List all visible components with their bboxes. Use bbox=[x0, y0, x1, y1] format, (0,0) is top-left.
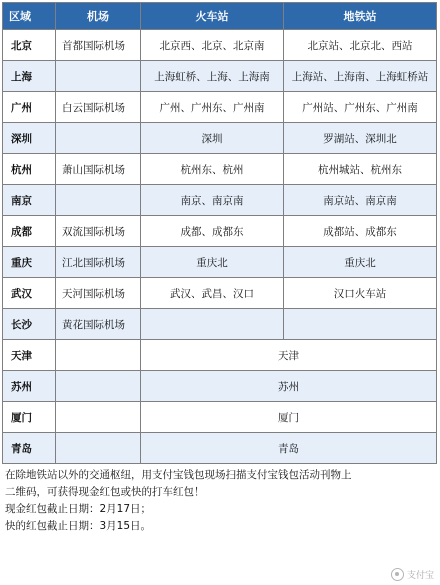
metro-station-cell: 广州站、广州东、广州南 bbox=[284, 92, 437, 123]
header-airport: 机场 bbox=[56, 3, 141, 30]
city-cell: 北京 bbox=[3, 30, 56, 61]
table-row bbox=[3, 340, 437, 371]
note-line: 快的红包截止日期：3月15日。 bbox=[5, 520, 152, 532]
metro-station-cell bbox=[284, 309, 437, 340]
airport-cell: 黄花国际机场 bbox=[56, 309, 141, 340]
table-row bbox=[3, 309, 437, 340]
city-cell: 深圳 bbox=[3, 123, 56, 154]
city-cell: 厦门 bbox=[3, 402, 56, 433]
table-row bbox=[3, 247, 437, 278]
metro-station-cell: 杭州城站、杭州东 bbox=[284, 154, 437, 185]
city-cell: 武汉 bbox=[3, 278, 56, 309]
metro-station-cell: 汉口火车站 bbox=[284, 278, 437, 309]
promo-note bbox=[2, 464, 437, 535]
train-station-cell: 厦门 bbox=[141, 402, 437, 433]
watermark bbox=[391, 568, 434, 581]
table-row bbox=[3, 433, 437, 464]
train-station-cell: 北京西、北京、北京南 bbox=[141, 30, 284, 61]
header-region: 区域 bbox=[3, 3, 56, 30]
airport-cell: 江北国际机场 bbox=[56, 247, 141, 278]
city-cell: 上海 bbox=[3, 61, 56, 92]
page bbox=[2, 2, 438, 535]
table-row bbox=[3, 61, 437, 92]
city-cell: 成都 bbox=[3, 216, 56, 247]
metro-station-cell: 上海站、上海南、上海虹桥站 bbox=[284, 61, 437, 92]
table-row bbox=[3, 402, 437, 433]
train-station-cell: 成都、成都东 bbox=[141, 216, 284, 247]
train-station-cell: 青岛 bbox=[141, 433, 437, 464]
transport-hub-table bbox=[2, 2, 437, 464]
city-cell: 重庆 bbox=[3, 247, 56, 278]
metro-station-cell: 北京站、北京北、西站 bbox=[284, 30, 437, 61]
airport-cell bbox=[56, 340, 141, 371]
city-cell: 广州 bbox=[3, 92, 56, 123]
note-line: 现金红包截止日期：2月17日； bbox=[5, 503, 152, 515]
train-station-cell: 天津 bbox=[141, 340, 437, 371]
table-row bbox=[3, 30, 437, 61]
airport-cell bbox=[56, 123, 141, 154]
train-station-cell: 广州、广州东、广州南 bbox=[141, 92, 284, 123]
table-row bbox=[3, 185, 437, 216]
airport-cell bbox=[56, 402, 141, 433]
table-header-row bbox=[3, 3, 437, 30]
wechat-icon bbox=[391, 568, 404, 581]
airport-cell: 首都国际机场 bbox=[56, 30, 141, 61]
airport-cell bbox=[56, 61, 141, 92]
airport-cell bbox=[56, 371, 141, 402]
train-station-cell bbox=[141, 309, 284, 340]
airport-cell: 天河国际机场 bbox=[56, 278, 141, 309]
city-cell: 青岛 bbox=[3, 433, 56, 464]
train-station-cell: 重庆北 bbox=[141, 247, 284, 278]
watermark-text: 支付宝 bbox=[406, 571, 434, 581]
train-station-cell: 深圳 bbox=[141, 123, 284, 154]
city-cell: 杭州 bbox=[3, 154, 56, 185]
city-cell: 苏州 bbox=[3, 371, 56, 402]
train-station-cell: 武汉、武昌、汉口 bbox=[141, 278, 284, 309]
table-row bbox=[3, 123, 437, 154]
metro-station-cell: 成都站、成都东 bbox=[284, 216, 437, 247]
metro-station-cell: 南京站、南京南 bbox=[284, 185, 437, 216]
airport-cell: 萧山国际机场 bbox=[56, 154, 141, 185]
city-cell: 南京 bbox=[3, 185, 56, 216]
table-row bbox=[3, 154, 437, 185]
airport-cell bbox=[56, 433, 141, 464]
header-metro-station: 地铁站 bbox=[284, 3, 437, 30]
table-row bbox=[3, 371, 437, 402]
train-station-cell: 上海虹桥、上海、上海南 bbox=[141, 61, 284, 92]
train-station-cell: 杭州东、杭州 bbox=[141, 154, 284, 185]
train-station-cell: 南京、南京南 bbox=[141, 185, 284, 216]
city-cell: 天津 bbox=[3, 340, 56, 371]
note-line: 二维码，可获得现金红包或快的打车红包！ bbox=[5, 486, 205, 498]
table-row bbox=[3, 278, 437, 309]
airport-cell bbox=[56, 185, 141, 216]
airport-cell: 白云国际机场 bbox=[56, 92, 141, 123]
note-line: 在除地铁站以外的交通枢纽，用支付宝钱包现场扫描支付宝钱包活动刊物上 bbox=[5, 469, 352, 481]
table-row bbox=[3, 216, 437, 247]
metro-station-cell: 重庆北 bbox=[284, 247, 437, 278]
city-cell: 长沙 bbox=[3, 309, 56, 340]
train-station-cell: 苏州 bbox=[141, 371, 437, 402]
metro-station-cell: 罗湖站、深圳北 bbox=[284, 123, 437, 154]
header-train-station: 火车站 bbox=[141, 3, 284, 30]
airport-cell: 双流国际机场 bbox=[56, 216, 141, 247]
table-row bbox=[3, 92, 437, 123]
